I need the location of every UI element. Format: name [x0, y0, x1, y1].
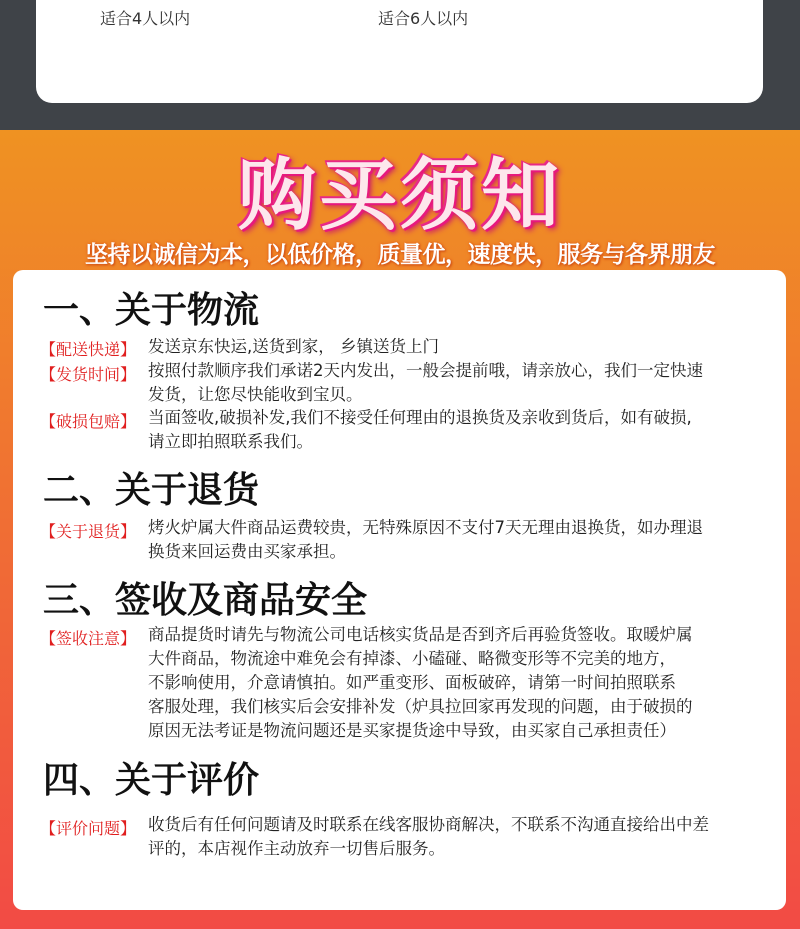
tag-damage: 【破损包赔】 [40, 412, 137, 431]
text-signing: 商品提货时请先与物流公司电话核实货品是否到齐后再验货签收。取暖炉属 大件商品，物流途中难免会有掉漆、小磕碰、略微变形等不完美的地方， 不影响使用，介意请慎拍。如严重变形、面板破碎，请第一时间拍照联系 客服处理，我们核实后会安排补发（炉具拉回家再发现的问题，由于破损的 原因无法考证是物流问题还是买家提货途中导致，由买家自己承担责任） [148, 625, 693, 740]
capacity-card [36, 0, 763, 103]
section-heading-returns: 二、关于退货 [43, 470, 260, 511]
tag-signing: 【签收注意】 [40, 629, 137, 648]
section-heading-signing: 三、签收及商品安全 [43, 580, 368, 621]
section-heading-reviews: 四、关于评价 [43, 760, 260, 801]
capacity-caption-right: 适合6人以内 [378, 9, 469, 28]
capacity-caption-left: 适合4人以内 [100, 9, 191, 28]
notice-panel [13, 270, 786, 910]
banner-subtitle: 坚持以诚信为本，以低价格，质量优，速度快，服务与各界朋友 [85, 242, 715, 268]
banner-title: 购买须知 [237, 151, 562, 241]
text-delivery: 发送京东快运,送货到家， 乡镇送货上门 [148, 337, 439, 356]
tag-reviews: 【评价问题】 [40, 819, 137, 838]
tag-delivery: 【配送快递】 [40, 340, 137, 359]
text-returns: 烤火炉属大件商品运费较贵，无特殊原因不支付7天无理由退换货，如办理退 换货来回运费由买家承担。 [148, 518, 703, 561]
top-section [0, 0, 800, 130]
text-damage: 当面签收,破损补发,我们不接受任何理由的退换货及亲收到货后，如有破损, 请立即拍照联系我们。 [148, 408, 692, 451]
text-reviews: 收货后有任何问题请及时联系在线客服协商解决，不联系不沟通直接给出中差 评的，本店视作主动放弃一切售后服务。 [148, 815, 709, 858]
section-heading-logistics: 一、关于物流 [43, 290, 260, 331]
tag-ship-time: 【发货时间】 [40, 365, 137, 384]
tag-returns: 【关于退货】 [40, 522, 137, 541]
text-ship-time: 按照付款顺序我们承诺2天内发出，一般会提前哦，请亲放心，我们一定快速 发货，让您尽快能收到宝贝。 [148, 361, 703, 404]
